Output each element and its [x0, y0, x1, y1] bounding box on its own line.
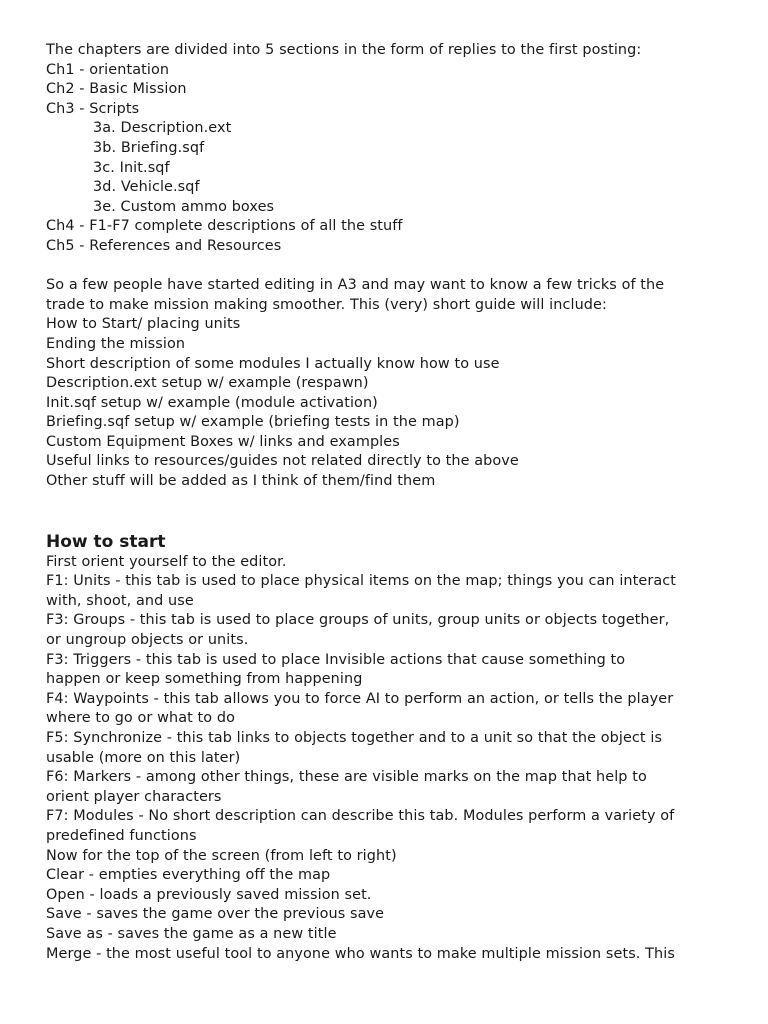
chapters-intro: The chapters are divided into 5 sections in the form of replies to the first posting: [46, 42, 642, 58]
subchapter-item: 3e. Custom ammo boxes [93, 198, 275, 215]
guide-paragraph-line: trade to make mission making smoother. This (very) short guide will include: [46, 296, 607, 313]
body-line: Clear - empties everything off the map [46, 867, 331, 884]
paragraph-gap [46, 257, 746, 277]
guide-item: Useful links to resources/guides not related directly to the above [46, 453, 519, 470]
body-line: F4: Waypoints - this tab allows you to force AI to perform an action, or tells the player [46, 690, 674, 707]
body-line: predefined functions [46, 827, 197, 844]
body-line: F6: Markers - among other things, these are visible marks on the map that help to [46, 769, 647, 786]
subchapter-item: 3a. Description.ext [93, 120, 232, 137]
body-line: happen or keep something from happening [46, 671, 363, 688]
section-heading: How to start [46, 531, 166, 552]
body-line: where to go or what to do [46, 710, 235, 727]
body-line: Merge - the most useful tool to anyone who wants to make multiple mission sets. This [46, 945, 675, 962]
guide-item: Other stuff will be added as I think of them/find them [46, 473, 436, 490]
subchapter-item: 3d. Vehicle.sqf [93, 179, 200, 196]
body-line: First orient yourself to the editor. [46, 553, 287, 570]
guide-item: How to Start/ placing units [46, 316, 241, 333]
body-line: with, shoot, and use [46, 592, 194, 609]
guide-item: Short description of some modules I actually know how to use [46, 355, 500, 372]
body-line: Save - saves the game over the previous save [46, 906, 385, 923]
guide-item: Ending the mission [46, 335, 186, 352]
body-line: F3: Triggers - this tab is used to place Invisible actions that cause something to [46, 651, 626, 668]
guide-item: Briefing.sqf setup w/ example (briefing tests in the map) [46, 414, 460, 431]
body-line: F7: Modules - No short description can describe this tab. Modules perform a variety of [46, 808, 675, 825]
body-line: usable (more on this later) [46, 749, 241, 766]
document-page [46, 41, 746, 964]
guide-paragraph-line: So a few people have started editing in A3 and may want to know a few tricks of the [46, 277, 665, 294]
body-line: F5: Synchronize - this tab links to objects together and to a unit so that the object is [46, 730, 663, 746]
guide-item: Init.sqf setup w/ example (module activation) [46, 394, 378, 411]
chapter-item: Ch4 - F1-F7 complete descriptions of all the stuff [46, 218, 403, 235]
body-line: orient player characters [46, 788, 222, 805]
guide-item: Custom Equipment Boxes w/ links and examples [46, 433, 400, 450]
body-line: Open - loads a previously saved mission set. [46, 886, 372, 903]
chapter-item: Ch1 - orientation [46, 61, 170, 78]
chapter-item: Ch3 - Scripts [46, 100, 140, 117]
body-line: F1: Units - this tab is used to place physical items on the map; things you can interact [46, 573, 677, 590]
chapter-item: Ch2 - Basic Mission [46, 81, 187, 98]
body-line: Save as - saves the game as a new title [46, 925, 337, 942]
body-line: F3: Groups - this tab is used to place groups of units, group units or objects together, [46, 612, 670, 629]
section-gap [46, 492, 746, 531]
subchapter-item: 3b. Briefing.sqf [93, 139, 205, 156]
chapter-item: Ch5 - References and Resources [46, 237, 282, 254]
guide-item: Description.ext setup w/ example (respawn) [46, 375, 369, 392]
subchapter-item: 3c. Init.sqf [93, 159, 170, 176]
body-line: Now for the top of the screen (from left to right) [46, 847, 397, 864]
body-line: or ungroup objects or units. [46, 632, 249, 649]
